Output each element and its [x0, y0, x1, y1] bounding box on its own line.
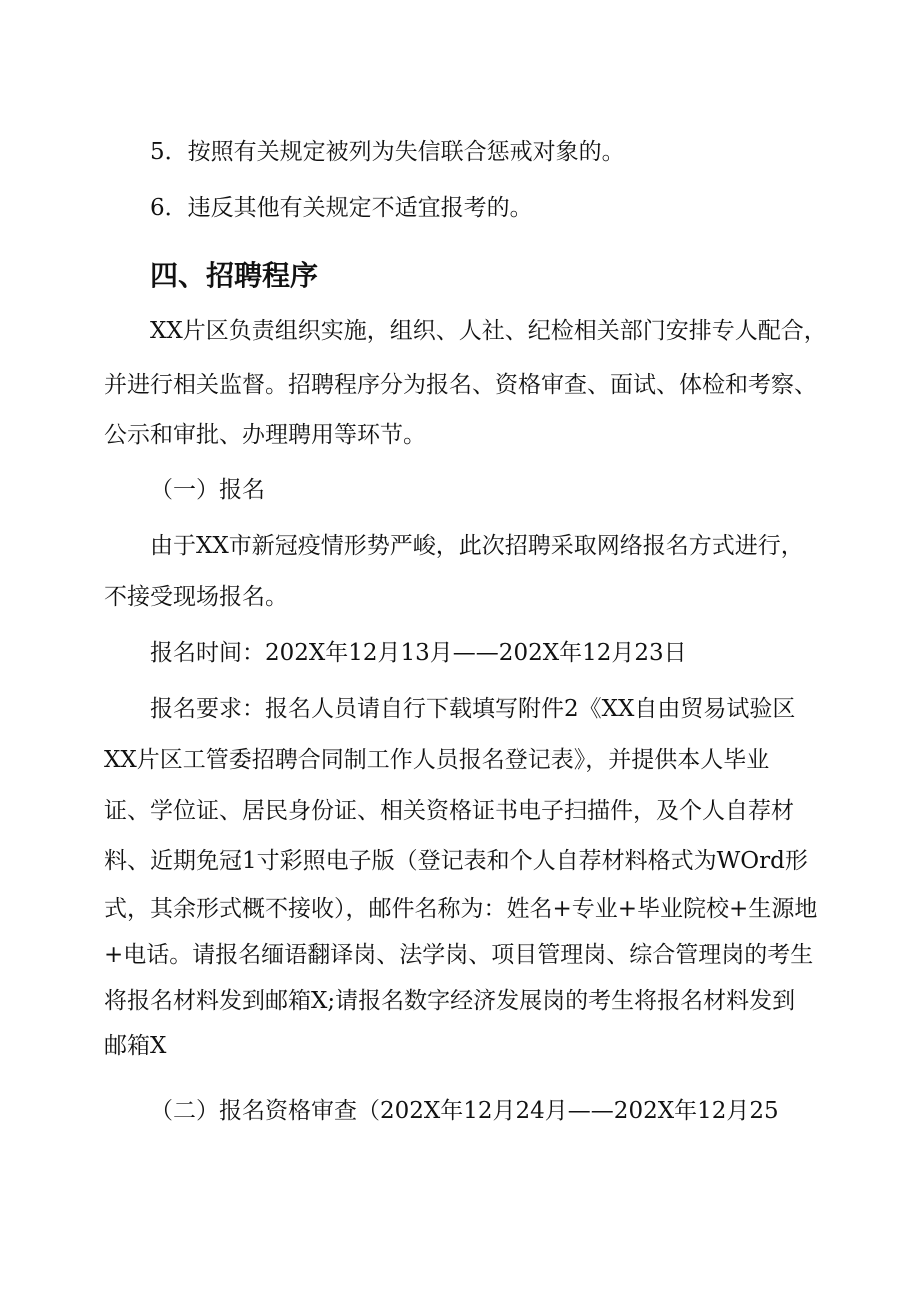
registration-note-line-1: 由于XX市新冠疫情形势严峻，此次招聘采取网络报名方式进行，	[150, 533, 804, 559]
subsection-qualification-review: （二）报名资格审查（202X年12月24月——202X年12月25	[150, 1098, 779, 1124]
requirements-line-3: 证、学位证、居民身份证、相关资格证书电子扫描件，及个人自荐材	[104, 798, 794, 824]
item-6: 6．违反其他有关规定不适宜报考的。	[150, 195, 533, 221]
requirements-line-6: +电话。请报名缅语翻译岗、法学岗、项目管理岗、综合管理岗的考生	[104, 942, 814, 968]
requirements-line-5: 式，其余形式概不接收），邮件名称为：姓名+专业+毕业院校+生源地	[104, 896, 818, 922]
intro-line-1: XX片区负责组织实施，组织、人社、纪检相关部门安排专人配合，	[150, 318, 827, 344]
requirements-line-7: 将报名材料发到邮箱X;请报名数字经济发展岗的考生将报名材料发到	[104, 988, 796, 1014]
registration-time: 报名时间：202X年12月13月——202X年12月23日	[150, 640, 687, 666]
intro-line-3: 公示和审批、办理聘用等环节。	[104, 422, 426, 448]
requirements-line-2: XX片区工管委招聘合同制工作人员报名登记表》，并提供本人毕业	[104, 747, 770, 773]
requirements-line-1: 报名要求：报名人员请自行下载填写附件2《XX自由贸易试验区	[150, 696, 796, 722]
intro-line-2: 并进行相关监督。招聘程序分为报名、资格审查、面试、体检和考察、	[104, 372, 817, 398]
section-heading: 四、招聘程序	[150, 259, 319, 292]
item-5: 5．按照有关规定被列为失信联合惩戒对象的。	[150, 139, 625, 165]
requirements-line-4: 料、近期免冠1寸彩照电子版（登记表和个人自荐材料格式为WOrd形	[104, 848, 808, 874]
subsection-registration: （一）报名	[150, 477, 265, 503]
requirements-line-8: 邮箱X	[104, 1033, 167, 1059]
registration-note-line-2: 不接受现场报名。	[104, 584, 288, 610]
